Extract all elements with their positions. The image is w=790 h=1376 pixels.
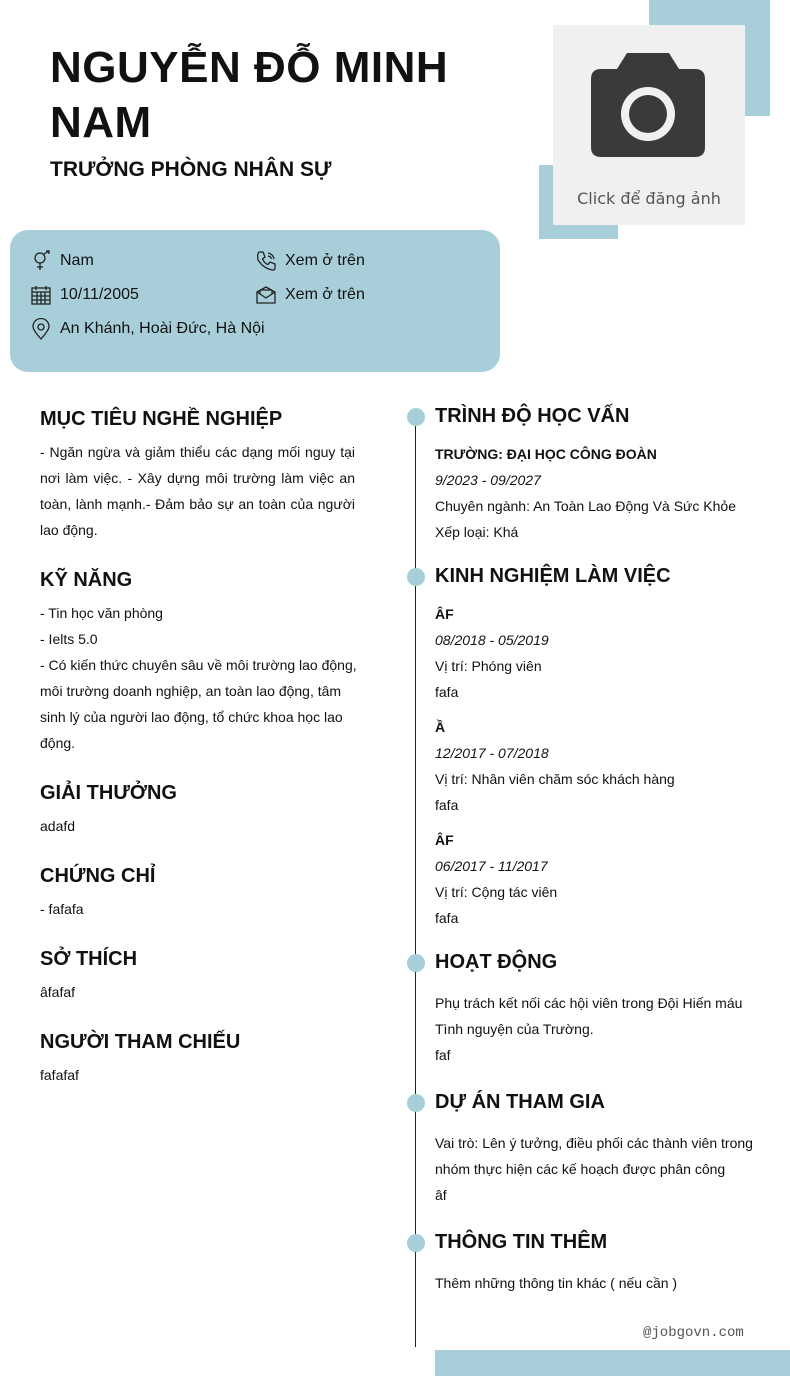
timeline-dot <box>407 568 425 586</box>
projects-text: Vai trò: Lên ý tưởng, điều phối các thành viên trong nhóm thực hiện các kế hoạch được phân công <box>435 1135 753 1177</box>
education-grade: Xếp loại: Khá <box>435 524 519 540</box>
company-name: ÂF <box>435 832 454 848</box>
timeline-dot <box>407 408 425 426</box>
experience-period: 08/2018 - 05/2019 <box>435 632 549 648</box>
references-text[interactable]: fafafaf <box>40 1067 79 1083</box>
info-phone <box>255 250 365 272</box>
skill-item: - Tin học văn phòng <box>40 605 163 621</box>
activities-text: Phụ trách kết nối các hội viên trong Đội Hiến máu Tình nguyện của Trường. <box>435 995 743 1037</box>
hobbies-text[interactable]: âfafaf <box>40 984 76 1000</box>
experience-item[interactable] <box>435 827 765 931</box>
experience-desc: fafa <box>435 910 459 926</box>
dob-value[interactable]: 10/11/2005 <box>60 286 139 303</box>
company-name: Ầ <box>435 719 446 735</box>
camera-icon <box>591 53 705 157</box>
experience-position: Vị trí: Cộng tác viên <box>435 884 558 900</box>
info-gender <box>30 250 94 272</box>
school-name: TRƯỜNG: ĐẠI HỌC CÔNG ĐOÀN <box>435 446 657 462</box>
experience-position: Vị trí: Phóng viên <box>435 658 542 674</box>
education-entry[interactable] <box>435 441 765 545</box>
gender-value[interactable]: Nam <box>60 252 94 269</box>
experience-period: 06/2017 - 11/2017 <box>435 858 548 874</box>
company-name: ÂF <box>435 606 454 622</box>
activities-entry[interactable] <box>435 990 757 1068</box>
experience-item[interactable] <box>435 601 765 705</box>
skill-item: - Ielts 5.0 <box>40 631 98 647</box>
address-value[interactable]: An Khánh, Hoài Đức, Hà Nội <box>60 320 265 337</box>
experience-desc: fafa <box>435 684 459 700</box>
experience-heading: KINH NGHIỆM LÀM VIỆC <box>435 565 671 587</box>
more-info-heading: THÔNG TIN THÊM <box>435 1231 608 1253</box>
projects-heading: DỰ ÁN THAM GIA <box>435 1091 605 1113</box>
info-dob <box>30 284 139 306</box>
calendar-icon <box>30 284 52 306</box>
awards-heading: GIẢI THƯỞNG <box>40 782 177 804</box>
timeline-dot <box>407 1094 425 1112</box>
timeline-line <box>415 417 416 1347</box>
gender-icon <box>30 250 52 272</box>
references-heading: NGƯỜI THAM CHIẾU <box>40 1031 241 1053</box>
job-title[interactable]: TRƯỞNG PHÒNG NHÂN SỰ <box>50 158 332 181</box>
education-major: Chuyên ngành: An Toàn Lao Động Và Sức Khỏe <box>435 498 737 514</box>
activities-heading: HOẠT ĐỘNG <box>435 951 558 973</box>
timeline-dot <box>407 954 425 972</box>
projects-extra: âf <box>435 1187 447 1203</box>
projects-entry[interactable] <box>435 1130 765 1208</box>
skill-item: - Có kiến thức chuyên sâu về môi trường lao động, môi trường doanh nghiệp, an toàn lao động, tâm sinh lý của người lao động, tổ chức khoa học lao động. <box>40 657 357 751</box>
awards-text[interactable]: adafd <box>40 818 76 834</box>
timeline-dot <box>407 1234 425 1252</box>
deco-block-bottom <box>435 1350 790 1376</box>
phone-value[interactable]: Xem ở trên <box>285 252 365 269</box>
education-heading: TRÌNH ĐỘ HỌC VẤN <box>435 405 630 427</box>
location-pin-icon <box>30 318 52 340</box>
candidate-name[interactable]: NGUYỄN ĐỖ MINH NAM <box>50 43 449 147</box>
skills-list[interactable] <box>40 600 358 756</box>
hobbies-heading: SỞ THÍCH <box>40 948 138 970</box>
more-info-text[interactable]: Thêm những thông tin khác ( nếu cần ) <box>435 1275 678 1291</box>
info-email <box>255 284 365 306</box>
certificates-heading: CHỨNG CHỈ <box>40 865 156 887</box>
experience-desc: fafa <box>435 797 459 813</box>
experience-position: Vị trí: Nhân viên chăm sóc khách hàng <box>435 771 675 787</box>
photo-upload-label: Click để đăng ảnh <box>577 189 721 208</box>
watermark: @jobgovn.com <box>643 1325 744 1341</box>
email-icon <box>255 284 277 306</box>
experience-period: 12/2017 - 07/2018 <box>435 745 549 761</box>
photo-upload[interactable] <box>553 25 745 225</box>
objective-text[interactable]: - Ngăn ngừa và giảm thiểu các dạng mối nguy tại nơi làm việc. - Xây dựng môi trường làm việc an toàn, lành mạnh.- Đảm bảo sự an toàn của người lao động. <box>40 444 355 538</box>
objective-heading: MỤC TIÊU NGHỀ NGHIỆP <box>40 408 283 430</box>
experience-item[interactable] <box>435 714 765 818</box>
personal-info-box <box>10 230 500 372</box>
activities-extra: faf <box>435 1047 451 1063</box>
education-period: 9/2023 - 09/2027 <box>435 472 541 488</box>
skills-heading: KỸ NĂNG <box>40 569 133 591</box>
phone-icon <box>255 250 277 272</box>
email-value[interactable]: Xem ở trên <box>285 286 365 303</box>
certificates-text[interactable]: - fafafa <box>40 901 84 917</box>
info-address <box>30 318 265 340</box>
